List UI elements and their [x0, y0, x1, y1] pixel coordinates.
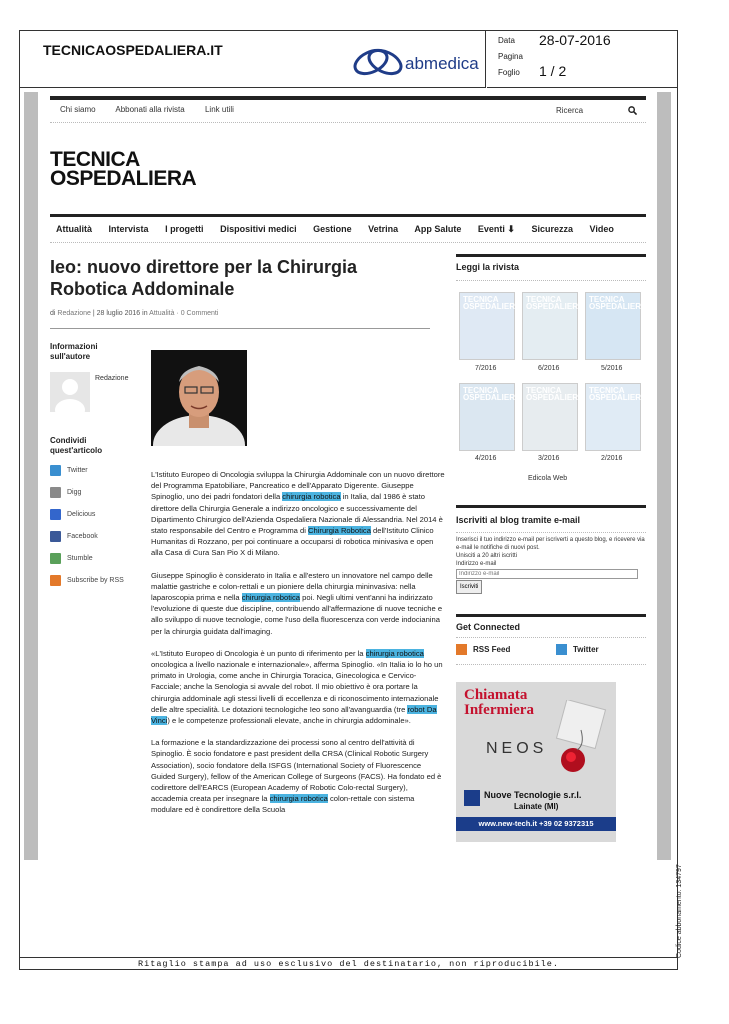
nav-rule: [50, 214, 646, 217]
avatar-placeholder-icon: [50, 372, 90, 412]
nav-video[interactable]: Video: [589, 224, 614, 234]
subscribe-button[interactable]: Iscriviti: [456, 580, 482, 594]
divider: [456, 637, 646, 638]
divider: [456, 532, 646, 533]
nav-gestione[interactable]: Gestione: [313, 224, 352, 234]
byline-prefix: di: [50, 310, 56, 317]
ad-brand: NEOS: [486, 740, 548, 757]
mag-title: TECNICA OSPEDALIERA: [463, 386, 521, 402]
divider: [50, 122, 646, 123]
magazine-cover[interactable]: [585, 292, 647, 360]
sheet-label: Foglio: [498, 68, 520, 77]
share-label: Delicious: [67, 510, 96, 518]
search-icon[interactable]: [628, 106, 637, 115]
author-link[interactable]: Redazione: [57, 310, 91, 317]
magazine-cover[interactable]: [585, 383, 647, 451]
nav-app-salute[interactable]: App Salute: [414, 224, 462, 234]
mag-title: TECNICA OSPEDALIERA: [589, 386, 647, 402]
ad-contact: www.new-tech.it +39 02 9372315: [456, 817, 616, 831]
divider: [50, 328, 430, 329]
logo-text: abmedica: [405, 54, 479, 73]
byline-sep: |: [92, 310, 95, 317]
author-name: Redazione: [95, 375, 129, 382]
issue-label: 3/2016: [538, 455, 560, 462]
byline: [50, 310, 218, 317]
rss-feed-link[interactable]: [456, 644, 510, 655]
divider: [50, 242, 646, 243]
issue-label: 2/2016: [601, 455, 623, 462]
stumble-icon: [50, 553, 61, 564]
share-label: Subscribe by RSS: [67, 576, 124, 584]
advertisement-banner[interactable]: [456, 682, 616, 842]
share-label: Twitter: [67, 466, 88, 474]
share-delicious[interactable]: [50, 507, 95, 521]
highlight[interactable]: chirurgia robotica: [241, 593, 301, 603]
issue-label: 6/2016: [538, 365, 560, 372]
share-heading: Condividi quest'articolo: [50, 436, 103, 455]
email-label: Indirizzo e-mail: [456, 561, 497, 567]
text-run: La formazione e la standardizzazione dei processi sono al centro dell'attività di Spinoglio. È socio fondatore e past president della CRSA (Clinical Robotic Surgery Association), socio fondatore della ISFGS (International Society of Fluorescence Guided Surgery), fellow of the American College of Surgeons (FACS). Ha fondato ed è codirettore dell'EARCS (European Academy of Robotic Colo-rectal Surgery), accademia creata per insegnare la: [151, 738, 442, 804]
highlight[interactable]: robot Da Vinci: [151, 704, 437, 726]
subscribers-count: Unisciti a 20 altri iscritti: [456, 553, 518, 559]
top-nav-item[interactable]: Link utili: [204, 105, 234, 114]
source-title: TECNICAOSPEDALIERA.IT: [43, 42, 223, 58]
mag-title: TECNICA OSPEDALIERA: [463, 295, 521, 311]
comments-link[interactable]: · 0 Commenti: [176, 310, 219, 317]
nav-eventi[interactable]: Eventi ⬇: [477, 224, 515, 234]
twitter-link[interactable]: [556, 644, 599, 655]
top-nav-item[interactable]: Chi siamo: [60, 105, 96, 114]
section-rule: [456, 614, 646, 617]
mag-title: TECNICA OSPEDALIERA: [526, 386, 584, 402]
issue-label: 7/2016: [475, 365, 497, 372]
text-run: «L'Istituto Europeo di Oncologia è un punto di riferimento per la: [151, 648, 366, 658]
delicious-icon: [50, 509, 61, 520]
ad-title: [464, 688, 534, 718]
section-rule: [456, 254, 646, 257]
search-label[interactable]: Ricerca: [556, 106, 584, 115]
read-heading: Leggi la rivista: [456, 262, 520, 272]
page-label: Pagina: [498, 52, 523, 61]
abmedica-logo-icon: [349, 44, 409, 80]
text-run: colon-rettale con sistema modulare ed è condirettore della Scuola: [151, 794, 415, 815]
share-stumble[interactable]: [50, 551, 93, 565]
rss-icon: [50, 575, 61, 586]
new-tech-logo-icon: [464, 790, 480, 806]
call-button-icon: [551, 700, 611, 780]
mag-title: TECNICA OSPEDALIERA: [589, 295, 647, 311]
byline-in: in: [142, 310, 148, 317]
text-run: Giuseppe Spinoglio è considerato in Italia e all'estero un innovatore nel campo delle malattie gastriche e colon-rettali e un pioniere della chirurgia mininvasiva: nella laparoscopia prima e nella: [151, 570, 433, 603]
highlight[interactable]: Chirurgia Robotica: [308, 526, 371, 536]
text-run: ) e le competenze professionali elevate, anche in chirurgia addominale».: [167, 716, 411, 726]
rss-icon: [456, 644, 467, 655]
text-run: dell'Istituto Clinico Humanitas di Rozzano, per poi continuare a occuparsi di robotica minivasiva e open alla Casa di Cura San Pio X di Milano.: [151, 526, 434, 558]
date-label: Data: [498, 36, 515, 45]
main-nav: [56, 224, 628, 235]
share-rss[interactable]: [50, 573, 124, 587]
text-run: oncologica a livello nazionale e internazionale», afferma Spinoglio. «In Italia io lo ho un primato in Urologia, come anche in Chirurgia Toracica, Ginecologica e Cervico-Facciale; anche la Senologia si avvale del robot. Il mio obiettivo è ora portare la chirurgia addominale agli stessi livelli di eccellenza e di riconoscimento internazionale delle altre specialità. Le dotazioni tecnologiche Ieo sono all'avanguardia (tre: [151, 660, 443, 714]
ad-title-line1: Chiamata: [464, 687, 528, 703]
text-run: in Italia, dal 1986 è stato direttore della Chirurgia Generale a indirizzo oncologico e successivamente del Dipartimento Chirurgico dell'Azienda Ospedaliera Nazionale di Alessandria. Nel 2014 è stato responsabile del Centro e Programma di: [151, 492, 443, 536]
sheet-value: 1 / 2: [539, 63, 567, 79]
ad-title-line2: Infermiera: [464, 702, 534, 718]
magazine-cover[interactable]: [459, 383, 521, 451]
subscription-code: Codice abbonamento: 134797: [676, 864, 683, 958]
highlight[interactable]: chirurgia robotica: [269, 794, 328, 804]
paragraph: [151, 570, 446, 637]
facebook-icon: [50, 531, 61, 542]
nav-progetti[interactable]: I progetti: [165, 224, 204, 234]
brand-line1: TECNICA: [50, 148, 140, 171]
share-digg[interactable]: [50, 485, 81, 499]
nav-intervista[interactable]: Intervista: [108, 224, 149, 234]
paragraph: [151, 737, 446, 815]
portrait-image: [151, 350, 247, 446]
ad-company: Nuove Tecnologie s.r.l.: [484, 790, 582, 800]
digg-icon: [50, 487, 61, 498]
issue-label: 5/2016: [601, 365, 623, 372]
header-left-box: [19, 30, 486, 88]
magazine-cover[interactable]: [522, 292, 584, 360]
category-link[interactable]: Attualità: [149, 310, 175, 317]
connected-heading: Get Connected: [456, 622, 521, 632]
twitter-label: Twitter: [573, 645, 599, 654]
avatar: [50, 372, 90, 412]
author-photo: [151, 350, 247, 446]
top-nav: [60, 105, 252, 114]
article-body: [151, 469, 446, 827]
article-date: 28 luglio 2016: [96, 310, 141, 317]
magazine-cover[interactable]: [522, 383, 584, 451]
section-rule: [456, 505, 646, 508]
share-facebook[interactable]: [50, 529, 98, 543]
article-title: Ieo: nuovo direttore per la Chirurgia Robotica Addominale: [50, 257, 358, 299]
paragraph: [151, 469, 446, 559]
scan-margin-right: [657, 92, 671, 860]
highlight[interactable]: chirurgia robotica: [365, 648, 424, 658]
text-run: L'Istituto Europeo di Oncologia sviluppa la Chirurgia Addominale con un nuovo direttore del Programma Epatobiliare, Pancreatico e dell'Apparato Digerente. Giuseppe Spinoglio, uno dei padri fondatori della: [151, 470, 445, 502]
magazine-cover[interactable]: [459, 292, 521, 360]
nav-vetrina[interactable]: Vetrina: [368, 224, 399, 234]
rss-label: RSS Feed: [473, 645, 511, 654]
web-page: [38, 92, 657, 860]
nav-sicurezza[interactable]: Sicurezza: [531, 224, 573, 234]
text-run: poi. Negli ultimi vent'anni ha indirizzato l'evoluzione di queste due discipline, contribuendo all'affermazione di nuove tecniche e allo sviluppo di nuove tecnologie, come l'uso della fluorescenza con verde indocianina per la chirurgia guidata dall'imaging.: [151, 593, 443, 636]
share-label: Facebook: [67, 532, 98, 540]
brand-line2: OSPEDALIERA: [50, 167, 197, 190]
footer-notice: Ritaglio stampa ad uso esclusivo del destinatario, non riproducibile.: [19, 957, 678, 970]
top-nav-item[interactable]: Abbonati alla rivista: [115, 105, 185, 114]
abmedica-logo: [349, 44, 489, 84]
divider: [456, 280, 646, 281]
divider: [456, 664, 646, 665]
scan-margin-left: [24, 92, 38, 860]
email-input[interactable]: [456, 569, 638, 579]
share-label: Digg: [67, 488, 82, 496]
site-brand-logo[interactable]: [50, 150, 196, 188]
mag-title: TECNICA OSPEDALIERA: [526, 295, 584, 311]
subscribe-heading: Iscriviti al blog tramite e-mail: [456, 515, 581, 525]
paragraph: [151, 648, 446, 726]
twitter-icon: [50, 465, 61, 476]
nav-dispositivi[interactable]: Dispositivi medici: [220, 224, 297, 234]
about-heading: Informazioni sull'autore: [50, 342, 98, 361]
nav-attualita[interactable]: Attualità: [56, 224, 92, 234]
share-twitter[interactable]: [50, 463, 88, 477]
share-label: Stumble: [67, 554, 93, 562]
twitter-icon: [556, 644, 567, 655]
edicola-link[interactable]: Edicola Web: [528, 475, 568, 482]
header-meta-box: [487, 30, 678, 88]
date-value: 28-07-2016: [539, 32, 611, 48]
issue-label: 4/2016: [475, 455, 497, 462]
top-rule: [50, 96, 646, 100]
highlight[interactable]: chirurgia robotica: [282, 492, 341, 502]
subscribe-text: Inserisci il tuo indirizzo e-mail per iscriverti a questo blog, e ricevere via e-mail le notifiche di nuovi post.: [456, 537, 645, 551]
ad-city: Lainate (MI): [514, 802, 559, 811]
